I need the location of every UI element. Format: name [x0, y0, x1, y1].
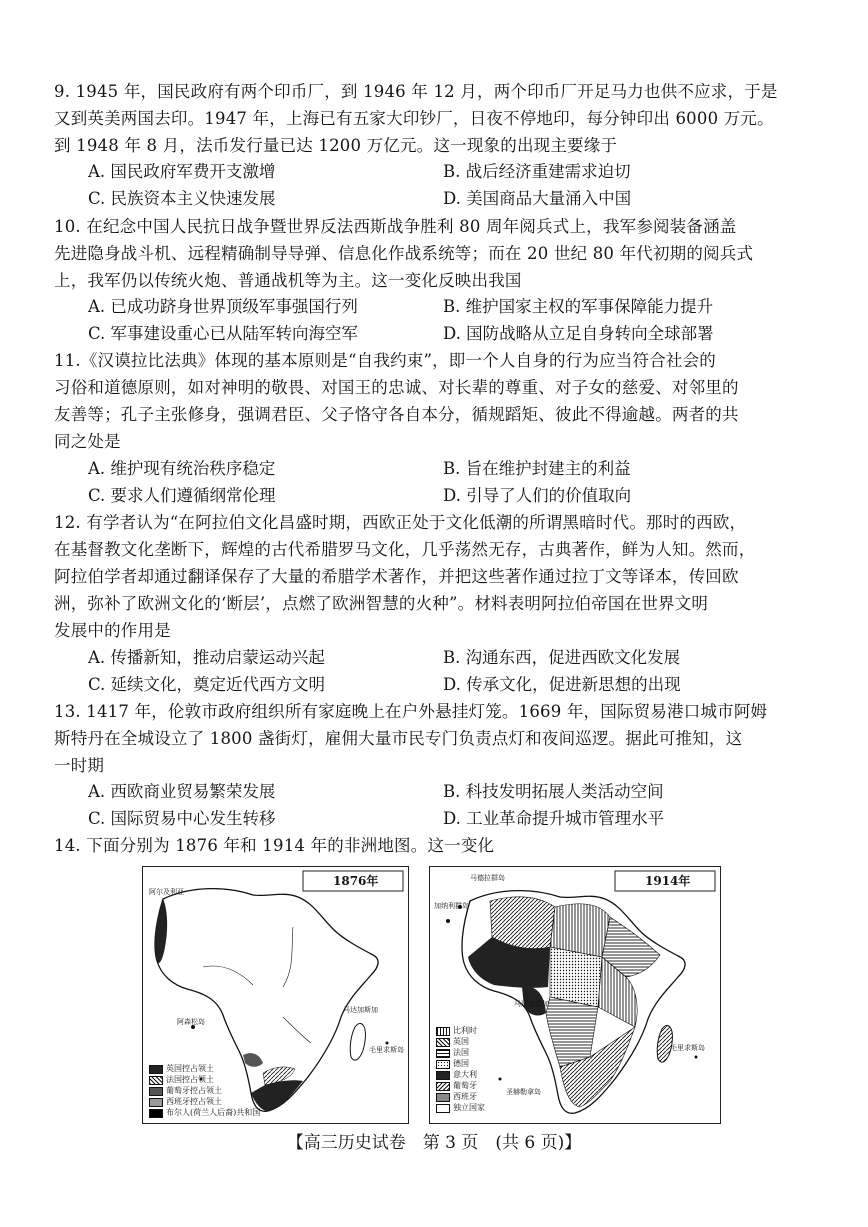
q12-option-d[interactable]: D. 传承文化，促进新思想的出现 [443, 675, 681, 694]
q12-line3: 阿拉伯学者却通过翻译保存了大量的希腊学术著作，并把这些著作通过拉丁文等译本，传回欧 [54, 567, 739, 586]
map-1914-label-1: 加纳利群岛 [434, 902, 469, 910]
q11-line4: 同之处是 [54, 432, 121, 451]
q10-options-row2 [88, 320, 808, 347]
q12-line4: 洲，弥补了欧洲文化的‘断层’，点燃了欧洲智慧的火种”。材料表明阿拉伯帝国在世界文明 [54, 594, 709, 613]
q9-option-a[interactable]: A. 国民政府军费开支激增 [88, 162, 276, 181]
map-1914-label-4: 圣赫勒拿岛 [506, 1088, 541, 1096]
q11-option-b[interactable]: B. 旨在维护封建主的利益 [443, 459, 631, 478]
legend-1914-item [436, 1047, 485, 1058]
legend-1876-label-2: 葡萄牙控占领土 [166, 1086, 222, 1095]
legend-swatch [436, 1071, 450, 1080]
q9-options-row1 [88, 158, 808, 185]
q12-option-c[interactable]: C. 延续文化，奠定近代西方文明 [88, 675, 326, 694]
legend-swatch [149, 1087, 163, 1096]
legend-1914-item [436, 1036, 485, 1047]
q12-options-row1 [88, 644, 808, 671]
q13-line3: 一时期 [54, 756, 105, 775]
legend-1914-label-4: 意大利 [453, 1070, 477, 1079]
q13-options-row2 [88, 805, 808, 832]
q11-option-d[interactable]: D. 引导了人们的价值取向 [443, 486, 632, 505]
legend-swatch [149, 1065, 163, 1074]
question-10 [54, 213, 814, 294]
legend-swatch [149, 1098, 163, 1107]
q12-line2: 在基督教文化垄断下，辉煌的古代希腊罗马文化，几乎荡然无存，古典著作，鲜为人知。然而， [54, 540, 756, 559]
q14-line1: 14. 下面分别为 1876 年和 1914 年的非洲地图。这一变化 [54, 836, 495, 855]
q9-line2: 又到英美两国去印。1947 年，上海已有五家大印钞厂，日夜不停地印，每分钟印出 6000 万元。 [54, 109, 774, 128]
legend-1914-label-6: 西班牙 [453, 1092, 477, 1101]
legend-swatch [436, 1104, 450, 1113]
legend-swatch [436, 1082, 450, 1091]
legend-1914-label-1: 英国 [453, 1037, 469, 1046]
map-1876-legend [149, 1063, 260, 1118]
q12-options-row2 [88, 671, 808, 698]
map-1876-label-2: 马达加斯加 [343, 1006, 378, 1014]
q11-line2: 习俗和道德原则，如对神明的敬畏、对国王的忠诚、对长辈的尊重、对子女的慈爱、对邻里的 [54, 378, 739, 397]
q11-line3: 友善等；孔子主张修身，强调君臣、父子恪守各自本分，循规蹈矩、彼此不得逾越。两者的共 [54, 405, 739, 424]
q11-option-c[interactable]: C. 要求人们遵循纲常伦理 [88, 486, 276, 505]
legend-1876-label-1: 法国控占领土 [166, 1075, 214, 1084]
legend-1876-item [149, 1063, 260, 1074]
legend-1914-item [436, 1069, 485, 1080]
map-1914-label-3: 毛里求斯岛 [670, 1044, 705, 1052]
legend-swatch [436, 1027, 450, 1036]
map-1876-year: 1876年 [333, 874, 379, 888]
map-1876-label-0: 阿尔及利亚 [149, 888, 184, 896]
q10-option-b[interactable]: B. 维护国家主权的军事保障能力提升 [443, 297, 714, 316]
legend-1914-label-7: 独立国家 [453, 1103, 485, 1112]
q11-option-a[interactable]: A. 维护现有统治秩序稳定 [88, 459, 276, 478]
q11-options-row2 [88, 482, 808, 509]
legend-1876-item [149, 1107, 260, 1118]
legend-swatch [436, 1038, 450, 1047]
legend-swatch [436, 1093, 450, 1102]
q9-options-row2 [88, 185, 808, 212]
question-9 [54, 78, 814, 159]
legend-1914-item [436, 1091, 485, 1102]
q13-option-c[interactable]: C. 国际贸易中心发生转移 [88, 809, 276, 828]
q9-line1: 9. 1945 年，国民政府有两个印币厂，到 1946 年 12 月，两个印币厂开足马力也供不应求，于是 [54, 82, 778, 101]
map-1914-label-2: 马达加斯加 [514, 1000, 549, 1008]
legend-1876-item [149, 1096, 260, 1107]
q9-option-c[interactable]: C. 民族资本主义快速发展 [88, 189, 276, 208]
legend-1876-item [149, 1074, 260, 1085]
legend-1876-item [149, 1085, 260, 1096]
q9-line3: 到 1948 年 8 月，法币发行量已达 1200 万亿元。这一现象的出现主要缘于 [54, 136, 618, 155]
question-12 [54, 509, 814, 644]
africa-map-1876 [142, 866, 409, 1124]
q10-line3: 上，我军仍以传统火炮、普通战机等为主。这一变化反映出我国 [54, 271, 522, 290]
q10-option-a[interactable]: A. 已成功跻身世界顶级军事强国行列 [88, 297, 358, 316]
legend-1914-item [436, 1102, 485, 1113]
q13-option-b[interactable]: B. 科技发明拓展人类活动空间 [443, 782, 664, 801]
q10-option-c[interactable]: C. 军事建设重心已从陆军转向海空军 [88, 324, 359, 343]
legend-1876-label-3: 西班牙控占领土 [166, 1097, 222, 1106]
q12-line5: 发展中的作用是 [54, 621, 171, 640]
q13-line1: 13. 1417 年，伦敦市政府组织所有家庭晚上在户外悬挂灯笼。1669 年，国际贸易港口城市阿姆 [54, 702, 768, 721]
question-14 [54, 832, 814, 859]
page-footer: 【高三历史试卷 第 3 页 (共 6 页)】 [286, 1133, 582, 1153]
africa-maps [142, 866, 722, 1124]
question-11 [54, 347, 814, 455]
map-1914-label-0: 马德拉群岛 [470, 874, 505, 882]
legend-1876-label-0: 英国控占领土 [166, 1064, 214, 1073]
map-1876-label-3: 毛里求斯岛 [369, 1046, 404, 1054]
legend-1914-label-0: 比利时 [453, 1026, 477, 1035]
legend-1914-label-3: 德国 [453, 1059, 469, 1068]
map-1914-legend [436, 1025, 485, 1113]
q10-option-d[interactable]: D. 国防战略从立足自身转向全球部署 [443, 324, 714, 343]
legend-1914-label-2: 法国 [453, 1048, 469, 1057]
q10-line2: 先进隐身战斗机、远程精确制导导弹、信息化作战系统等；而在 20 世纪 80 年代初期的阅兵式 [54, 244, 754, 263]
q12-line1: 12. 有学者认为“在阿拉伯文化昌盛时期，西欧正处于文化低潮的所谓黑暗时代。那时的西欧， [54, 513, 747, 532]
q12-option-b[interactable]: B. 沟通东西，促进西欧文化发展 [443, 648, 681, 667]
legend-1914-item [436, 1058, 485, 1069]
legend-1914-item [436, 1025, 485, 1036]
legend-1876-label-4: 布尔人(荷兰人后裔)共和国 [166, 1108, 261, 1117]
q13-options-row1 [88, 778, 808, 805]
legend-swatch [149, 1076, 163, 1085]
africa-map-1914 [429, 866, 721, 1124]
legend-1914-item [436, 1080, 485, 1091]
q10-line1: 10. 在纪念中国人民抗日战争暨世界反法西斯战争胜利 80 周年阅兵式上，我军参阅装备涵盖 [54, 217, 737, 236]
q9-option-d[interactable]: D. 美国商品大量涌入中国 [443, 189, 632, 208]
legend-swatch [436, 1060, 450, 1069]
legend-swatch [436, 1049, 450, 1058]
q10-options-row1 [88, 293, 808, 320]
q13-line2: 斯特丹在全城设立了 1800 盏街灯，雇佣大量市民专门负责点灯和夜间巡逻。据此可推知，这 [54, 729, 743, 748]
q13-option-d[interactable]: D. 工业革命提升城市管理水平 [443, 809, 665, 828]
q11-options-row1 [88, 455, 808, 482]
question-13 [54, 698, 814, 779]
legend-swatch [149, 1109, 163, 1118]
map-1914-year: 1914年 [645, 874, 691, 888]
q11-line1: 11.《汉谟拉比法典》体现的基本原则是“自我约束”，即一个人自身的行为应当符合社会的 [54, 351, 717, 370]
legend-1914-label-5: 葡萄牙 [453, 1081, 477, 1090]
map-1876-label-1: 阿森松岛 [177, 1018, 205, 1026]
q12-option-a[interactable]: A. 传播新知，推动启蒙运动兴起 [88, 648, 325, 667]
q9-option-b[interactable]: B. 战后经济重建需求迫切 [443, 162, 631, 181]
q13-option-a[interactable]: A. 西欧商业贸易繁荣发展 [88, 782, 276, 801]
